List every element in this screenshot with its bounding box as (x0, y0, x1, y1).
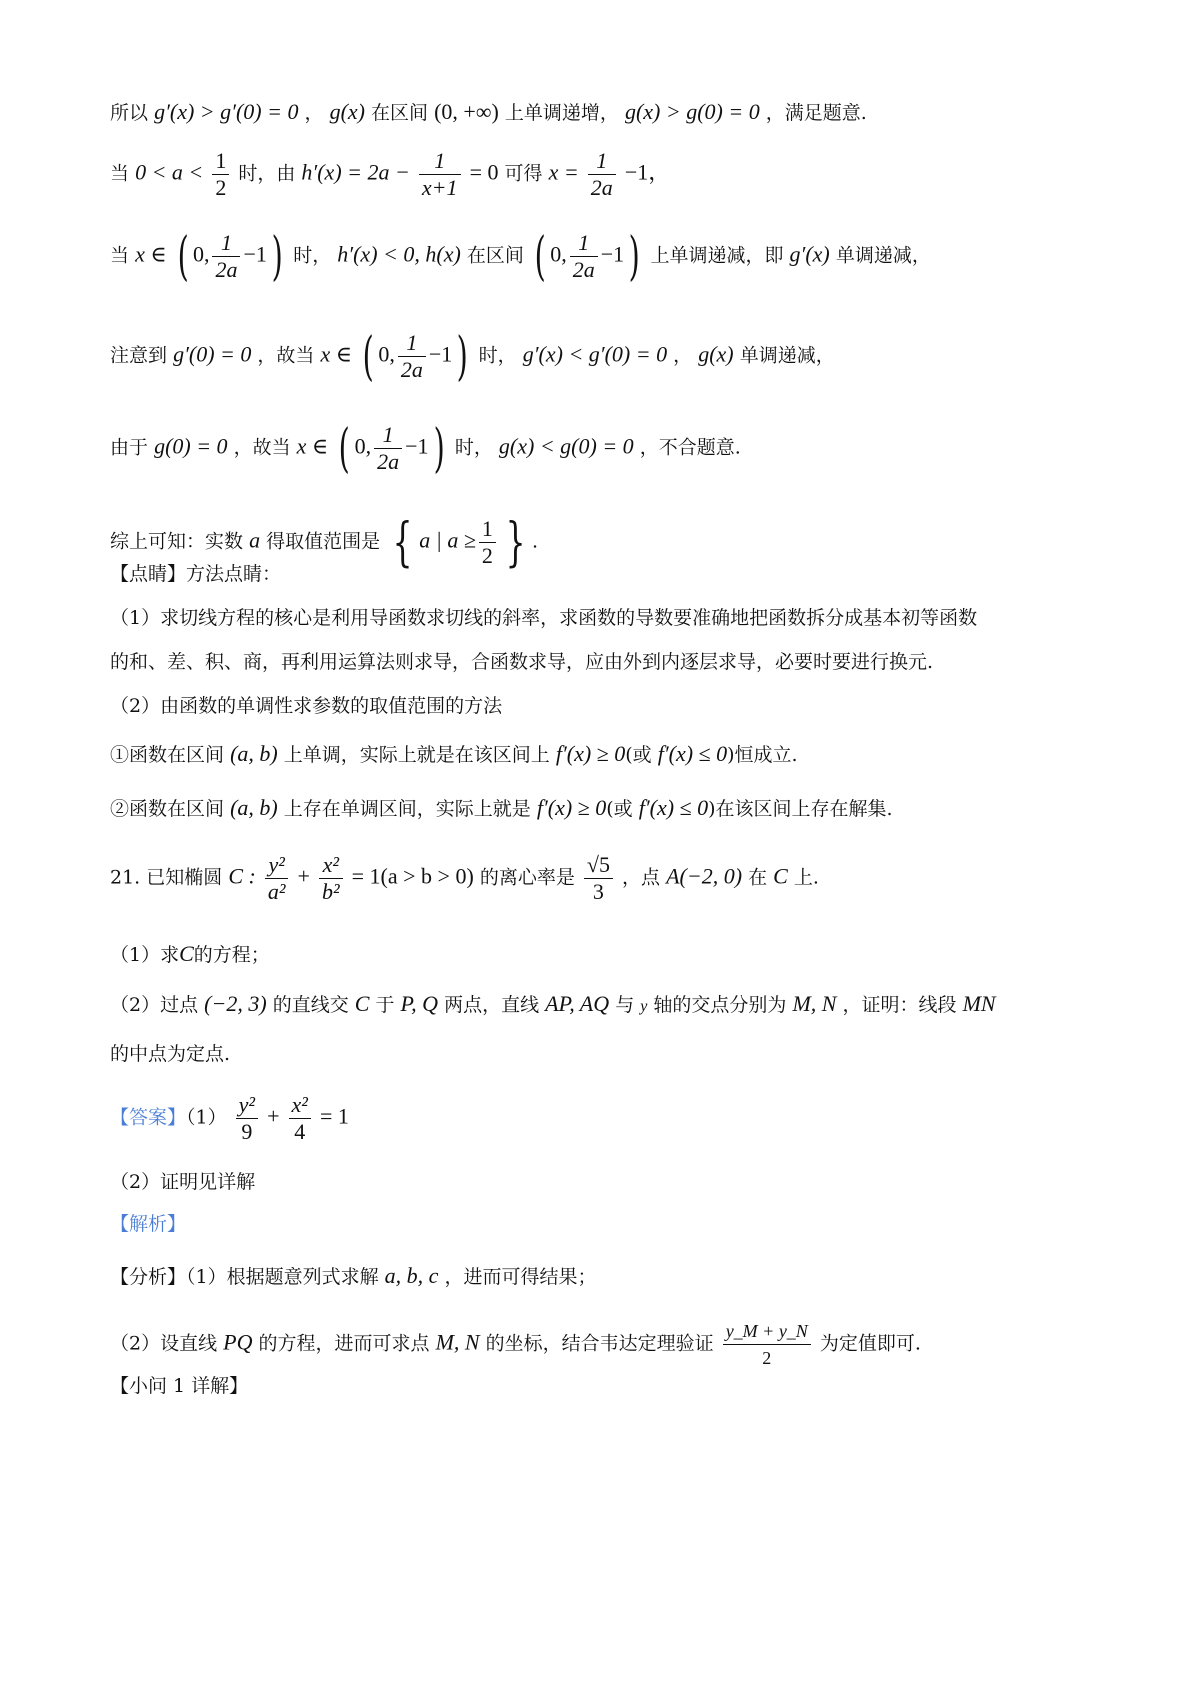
text: 轴的交点分别为 (653, 994, 787, 1016)
math-expression: f′(x) ≥ 0 (536, 795, 607, 820)
text: 得取值范围是 (266, 530, 381, 553)
text: 上单调，实际上就是在该区间上 (283, 744, 550, 766)
right-paren: ) (628, 226, 640, 287)
fraction (588, 148, 616, 201)
text: 当 (110, 162, 130, 185)
text: ①函数在区间 (110, 744, 225, 766)
tip-item-2 (110, 794, 893, 823)
math-expression: (0, +∞) (434, 99, 499, 124)
text: ， (304, 102, 324, 124)
answer-label: 【答案】 (110, 1106, 187, 1129)
fraction (319, 852, 343, 905)
tip-paragraph-1-cont: 的和、差、积、商，再利用运算法则求导，合函数求导，应由外到内逐层求导，必要时要进行换元. (110, 651, 934, 673)
math-expression: g(0) = 0 (154, 433, 228, 459)
text: ， (673, 344, 693, 367)
solution-line-4 (110, 326, 835, 387)
numerator: y² (236, 1092, 258, 1119)
denominator: 2 (762, 1348, 772, 1368)
solution-line-5 (110, 418, 741, 479)
text: 时， (293, 244, 332, 267)
answer-part-2: （2）证明见详解 (110, 1171, 256, 1193)
text: ，进而可得结果； (444, 1266, 597, 1288)
fraction (212, 148, 229, 201)
math-expression: (a, b) (230, 795, 278, 820)
math-expression: g′(x) < g′(0) = 0 (522, 341, 668, 367)
math-expression: C : (228, 863, 256, 889)
math-expression: C (354, 991, 370, 1016)
math-expression: 0, (550, 241, 567, 267)
solution-line-1 (110, 98, 867, 127)
math-expression: a | a ≥ (419, 527, 476, 553)
right-paren: ) (433, 418, 445, 479)
right-paren: ) (456, 326, 469, 387)
text: ，不合题意. (639, 436, 741, 459)
math-expression: y (640, 998, 648, 1015)
text: 时， (478, 344, 517, 367)
fraction (236, 1092, 258, 1145)
math-expression: A(−2, 0) (666, 863, 743, 889)
math-expression: −1， (624, 159, 671, 185)
text: 两点，直线 (444, 994, 540, 1016)
text: 的方程； (193, 944, 270, 966)
text: ②函数在区间 (110, 798, 225, 820)
denominator: 2a (377, 449, 400, 474)
text: 的方程，进而可求点 (258, 1332, 430, 1355)
denominator: a² (267, 879, 286, 904)
text: （1） (186, 1106, 227, 1129)
fraction (570, 230, 598, 283)
math-expression: = 0 (469, 159, 499, 185)
text: 在 (748, 866, 768, 889)
fraction (265, 852, 289, 905)
math-expression: (a, b) (230, 741, 278, 766)
math-expression: = 1(a > b > 0) (351, 863, 474, 889)
math-expression: g′(x) (789, 241, 830, 267)
numerator: 1 (398, 330, 426, 357)
text: 时，由 (238, 162, 296, 185)
solution-line-3 (110, 226, 931, 287)
text: （2）设直线 (110, 1332, 218, 1355)
left-paren: ( (362, 326, 374, 387)
text: 在区间 (371, 102, 429, 124)
left-paren: ( (177, 226, 189, 287)
denominator: 9 (241, 1119, 253, 1144)
math-expression: M, N (435, 1329, 480, 1355)
left-paren: ( (534, 226, 546, 287)
math-expression: g(x) (329, 99, 365, 124)
text: 的坐标，结合韦达定理验证 (485, 1332, 714, 1355)
tip-heading: 【点睛】方法点睛： (110, 563, 282, 585)
text: ，点 (622, 866, 661, 889)
math-expression: −1 (243, 241, 267, 267)
tip-item-1 (110, 740, 798, 769)
text: 单调递减， (739, 344, 835, 367)
math-expression: MN (962, 991, 996, 1016)
math-expression: a, b, c (384, 1263, 439, 1288)
denominator: 3 (592, 879, 604, 904)
math-expression: + (267, 1103, 280, 1129)
numerator: 1 (570, 230, 598, 257)
fraction (479, 516, 496, 569)
math-expression: AP, AQ (545, 991, 610, 1016)
fraction (723, 1318, 811, 1371)
math-expression: 0, (378, 341, 395, 367)
fraction (398, 330, 426, 383)
math-expression: g(x) < g(0) = 0 (498, 433, 634, 459)
left-brace: { (392, 512, 413, 573)
math-expression: + (297, 863, 310, 889)
text: 21. 已知椭圆 (110, 866, 223, 889)
text: )恒成立. (727, 744, 798, 766)
text: (或 (625, 744, 652, 766)
text: 于 (375, 994, 395, 1016)
denominator: 2a (572, 257, 595, 282)
text: ，证明：线段 (842, 994, 957, 1016)
numerator: 1 (212, 148, 229, 175)
right-brace: } (505, 512, 526, 573)
right-paren: ) (271, 226, 283, 287)
denominator: 2a (590, 175, 613, 200)
text: ，满足题意. (765, 102, 867, 124)
math-expression: h′(x) = 2a − (301, 159, 410, 185)
text: （1）求 (110, 944, 180, 966)
numerator: 1 (479, 516, 496, 543)
math-expression: x ∈ (296, 433, 329, 459)
text: 在区间 (466, 244, 524, 267)
fraction (419, 148, 461, 201)
analysis-line-1 (110, 1262, 596, 1291)
problem-21 (110, 852, 819, 905)
text: . (531, 530, 539, 553)
math-expression: 0, (354, 433, 372, 459)
problem-21-part-2-cont: 的中点为定点. (110, 1043, 231, 1065)
math-expression: f′(x) ≤ 0 (657, 741, 728, 766)
text: ，故当 (257, 344, 315, 367)
math-expression: = 1 (319, 1103, 349, 1129)
math-expression: g′(0) = 0 (173, 341, 252, 367)
math-expression: x = (548, 159, 579, 185)
numerator: y² (265, 852, 289, 879)
math-expression: C (179, 941, 194, 966)
text: 可得 (504, 162, 543, 185)
text: ，故当 (233, 436, 291, 459)
math-expression: −1 (600, 241, 625, 267)
denominator: 2 (215, 175, 227, 200)
numerator: x² (319, 852, 343, 879)
text: （2）过点 (110, 994, 199, 1016)
fraction (212, 230, 240, 283)
analysis-line-2 (110, 1318, 921, 1371)
text: 上单调递减，即 (650, 244, 784, 267)
math-expression: f′(x) ≥ 0 (555, 741, 626, 766)
text: 当 (110, 244, 130, 267)
math-expression: h′(x) < 0, h(x) (337, 241, 461, 267)
answer-line (110, 1092, 349, 1145)
analysis-label: 【解析】 (110, 1213, 187, 1235)
math-expression: 0 < a < (135, 159, 204, 185)
text: 综上可知：实数 (110, 530, 244, 553)
text: 上. (793, 866, 819, 889)
problem-21-part-2 (110, 990, 996, 1021)
math-expression: 0, (192, 241, 210, 267)
math-expression: g(x) (698, 341, 734, 367)
numerator: 1 (588, 148, 616, 175)
math-expression: (−2, 3) (204, 991, 267, 1016)
math-expression: a (249, 527, 261, 553)
math-expression: P, Q (400, 991, 439, 1016)
fraction (584, 852, 613, 905)
tip-paragraph-2: （2）由函数的单调性求参数的取值范围的方法 (110, 695, 503, 717)
denominator: 2 (481, 543, 493, 568)
math-expression: −1 (428, 341, 453, 367)
math-expression: g′(x) > g′(0) = 0 (154, 99, 299, 124)
math-expression: −1 (405, 433, 429, 459)
math-expression: M, N (792, 991, 837, 1016)
denominator: 2a (400, 357, 423, 382)
fraction (289, 1092, 311, 1145)
text: )在该区间上存在解集. (708, 798, 893, 820)
solution-line-2 (110, 148, 670, 201)
numerator: 1 (419, 148, 461, 175)
left-paren: ( (338, 418, 351, 479)
tip-paragraph-1: （1）求切线方程的核心是利用导函数求切线的斜率，求函数的导数要准确地把函数拆分成基本初等函数 (110, 607, 978, 629)
numerator: √5 (584, 852, 613, 879)
text: 时， (454, 436, 493, 459)
text: 的离心率是 (479, 866, 575, 889)
numerator: 1 (212, 230, 240, 257)
text: 注意到 (110, 344, 168, 367)
denominator: x+1 (421, 175, 458, 200)
denominator: b² (321, 879, 340, 904)
numerator: y_M + y_N (723, 1318, 811, 1345)
math-expression: C (773, 863, 788, 889)
math-expression: g(x) > g(0) = 0 (624, 99, 760, 124)
text: 由于 (110, 436, 149, 459)
text: 【分析】（1）根据题意列式求解 (110, 1266, 379, 1288)
math-expression: x ∈ (135, 241, 167, 267)
text: 所以 (110, 102, 149, 124)
subquestion-1-heading: 【小问 1 详解】 (110, 1375, 249, 1397)
problem-21-part-1 (110, 940, 270, 969)
text: 上单调递增， (504, 102, 619, 124)
numerator: x² (289, 1092, 311, 1119)
text: 与 (615, 994, 635, 1016)
denominator: 4 (294, 1119, 306, 1144)
denominator: 2a (215, 257, 238, 282)
math-expression: x ∈ (320, 341, 353, 367)
math-expression: PQ (223, 1329, 253, 1355)
text: 单调递减， (835, 244, 931, 267)
text: (或 (606, 798, 633, 820)
fraction (374, 422, 402, 475)
text: 上存在单调区间，实际上就是 (283, 798, 531, 820)
text: 的直线交 (272, 994, 349, 1016)
text: 为定值即可. (819, 1332, 921, 1355)
numerator: 1 (374, 422, 402, 449)
math-expression: f′(x) ≤ 0 (638, 795, 709, 820)
